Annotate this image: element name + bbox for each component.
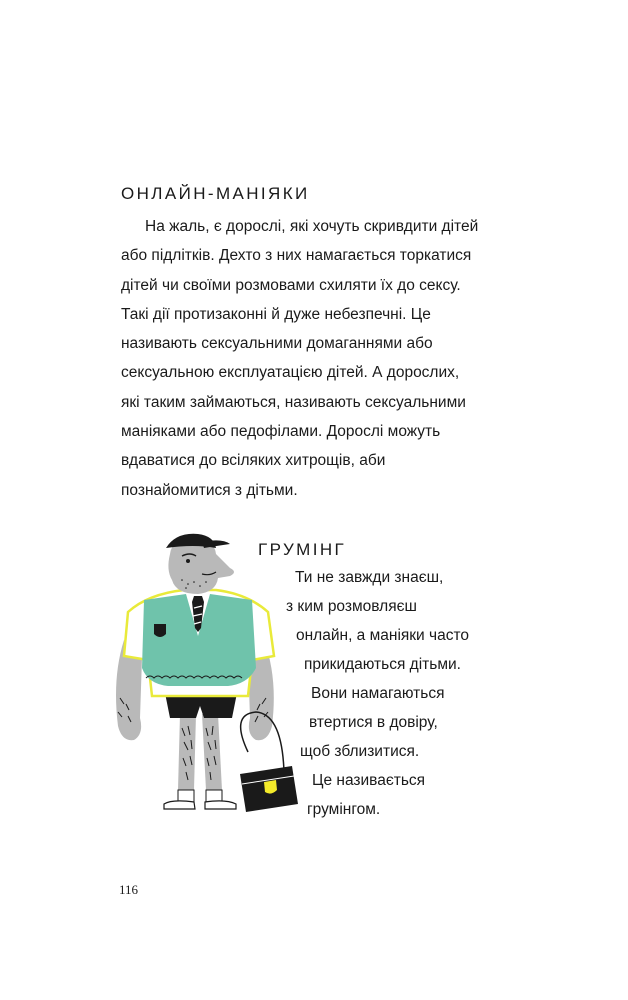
- paragraph-line: Ти не завжди знаєш,: [295, 569, 444, 586]
- feet: [164, 790, 236, 809]
- paragraph-line: або підлітків. Дехто з них намагається торкатися: [121, 247, 472, 265]
- paragraph-line: На жаль, є дорослі, які хочуть скривдити дітей: [145, 218, 479, 235]
- paragraph-line: дітей чи своїми розмовами схиляти їх до сексу.: [121, 276, 461, 294]
- paragraph-line: називають сексуальними домаганнями або: [121, 335, 433, 353]
- paragraph-line: щоб зблизитися.: [300, 743, 420, 760]
- paragraph-line: Такі дії протизаконні й дуже небезпечні. Це: [121, 305, 431, 323]
- paragraph-line: познайомитися з дітьми.: [121, 481, 298, 499]
- section-heading-grooming: ГРУМІНГ: [258, 540, 347, 559]
- paragraph-line: які таким займаються, називають сексуальними: [121, 393, 466, 411]
- body-paragraph: [121, 212, 541, 505]
- legs: [178, 714, 222, 790]
- section-heading-online-maniacs: ОНЛАЙН-МАНІЯКИ: [121, 184, 310, 203]
- paragraph-line: втертися в довіру,: [309, 714, 438, 731]
- paragraph-line: сексуальною експлуатацією дітей. А дорослих,: [121, 364, 460, 382]
- paragraph-line: вдаватися до всіляких хитрощів, аби: [121, 452, 386, 470]
- maniac-illustration: [98, 528, 308, 828]
- paragraph-line: Це називається: [312, 772, 426, 789]
- paragraph-line: онлайн, а маніяки часто: [296, 627, 470, 644]
- paragraph-line: прикидаються дітьми.: [304, 656, 461, 673]
- paragraph-line: Вони намагаються: [311, 685, 445, 702]
- paragraph-line: з ким розмовляєш: [286, 598, 417, 615]
- head: [166, 534, 234, 594]
- paragraph-line: грумінгом.: [307, 801, 381, 818]
- vest-badge-icon: [154, 624, 166, 637]
- paragraph-line: маніяками або педофілами. Дорослі можуть: [121, 423, 441, 441]
- page-number: 116: [119, 882, 139, 897]
